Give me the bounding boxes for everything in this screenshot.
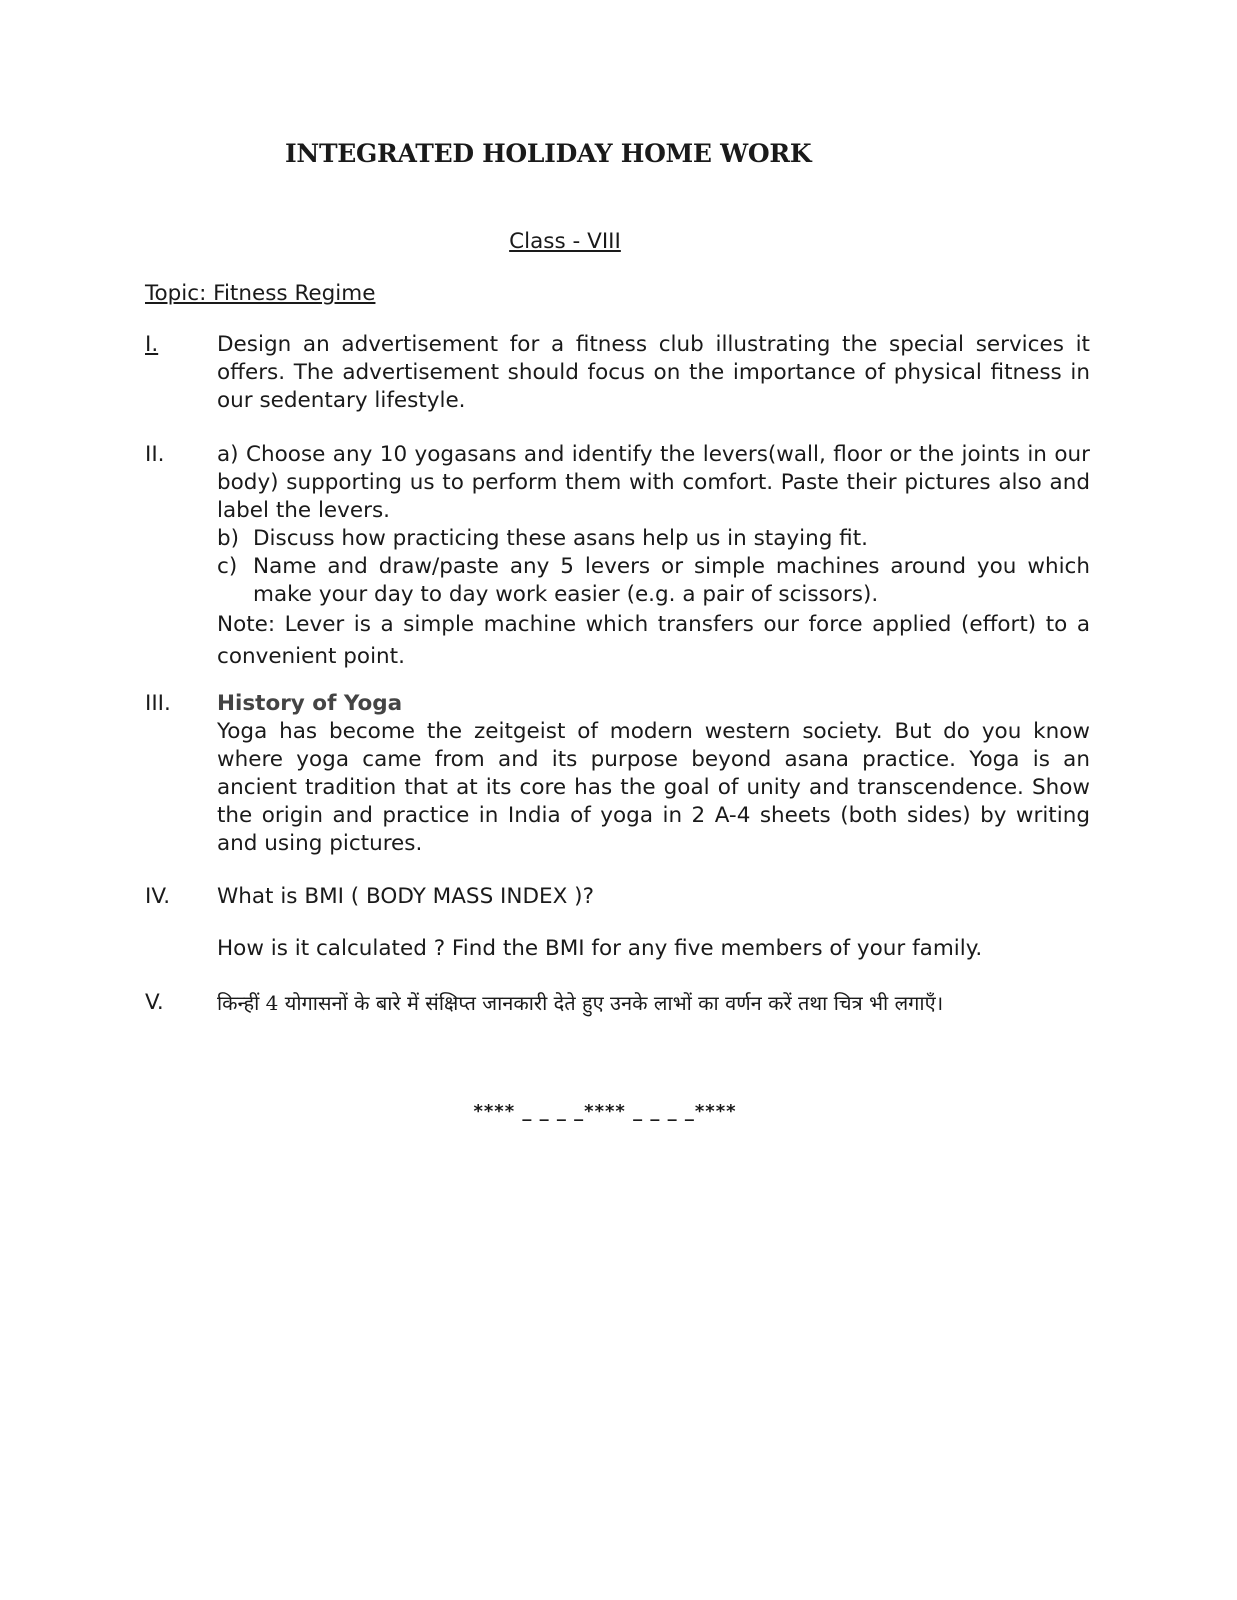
item-text: How is it calculated ? Find the BMI for any five members of your family. xyxy=(217,936,983,961)
note-text: Note: Lever is a simple machine which transfers our force applied (effort) to a convenient point. xyxy=(217,612,1090,669)
section-heading: History of Yoga xyxy=(217,691,403,716)
page-title: INTEGRATED HOLIDAY HOME WORK xyxy=(285,139,812,168)
item-number: I. xyxy=(145,332,159,357)
sub-question-a: a) Choose any 10 yogasans and identify the levers(wall, floor or the joints in our body) supporting us to perform them with comfort. Paste their pictures also and label the levers. xyxy=(217,442,1090,523)
item-number: V. xyxy=(145,990,164,1015)
item-text: Design an advertisement for a fitness club illustrating the special services it offers. The advertisement should focus on the importance of physical fitness in our sedentary lifestyle. xyxy=(217,332,1090,413)
sub-question-c xyxy=(217,553,1090,609)
item-number: IV. xyxy=(145,884,171,909)
class-label: Class - VIII xyxy=(509,229,621,254)
sub-label: c) xyxy=(217,554,238,579)
bmi-question: What is BMI ( BODY MASS INDEX )? xyxy=(217,884,594,909)
item-text: Yoga has become the zeitgeist of modern western society. But do you know where yoga came from and its purpose beyond asana practice. Yoga is an ancient tradition that at its core has the goal of unity and transcendence. Show the origin and practice in India of yoga in 2 A-4 sheets (both sides) by writing and using pictures. xyxy=(217,719,1090,856)
sub-label: b) xyxy=(217,526,240,551)
sub-question-b xyxy=(217,525,1090,553)
item-number: II. xyxy=(145,442,165,467)
topic-label: Topic: Fitness Regime xyxy=(145,281,376,306)
sub-text: Name and draw/paste any 5 levers or simple machines around you which make your day to day work easier (e.g. a pair of scissors). xyxy=(253,554,1090,607)
footer-separator: **** _ _ _ _**** _ _ _ _**** xyxy=(473,1101,737,1122)
sub-text: Discuss how practicing these asans help us in staying fit. xyxy=(253,526,868,551)
item-number: III. xyxy=(145,691,171,716)
hindi-text: किन्हीं 4 योगासनों के बारे में संक्षिप्त जानकारी देते हुए उनके लाभों का वर्णन करें तथा चित्र भी लगाएँ। xyxy=(217,991,944,1015)
